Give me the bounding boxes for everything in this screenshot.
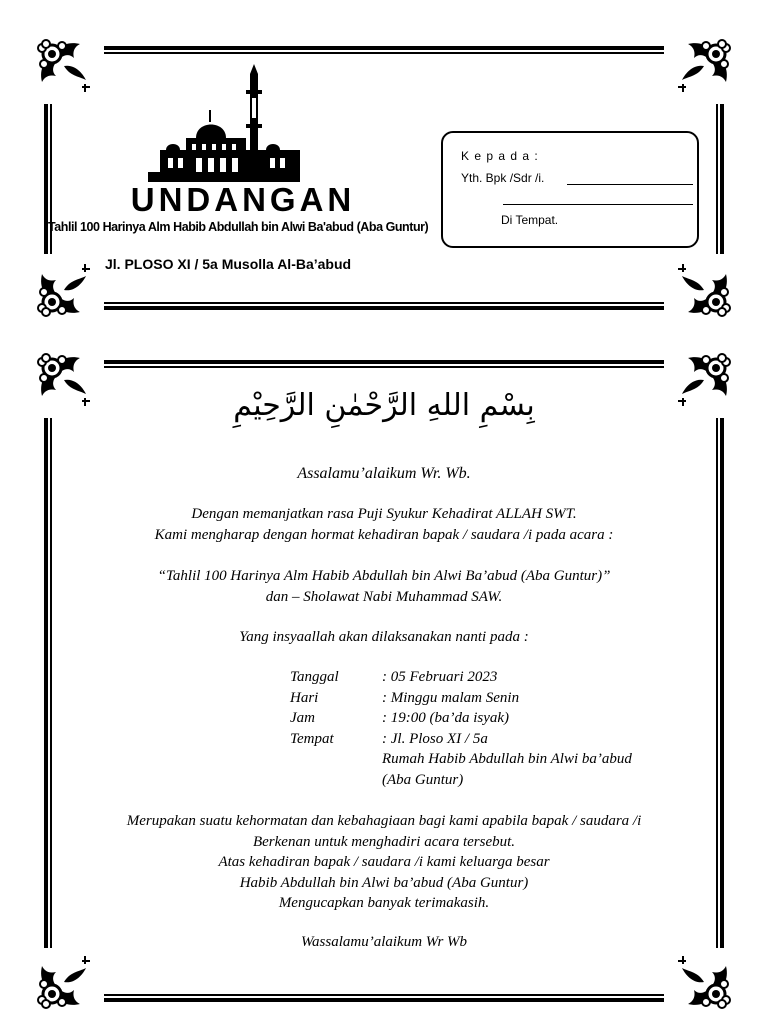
detail-tempat-value: : Jl. Ploso XI / 5a (382, 731, 488, 747)
detail-tempat-value-3: (Aba Guntur) (382, 772, 464, 788)
frame-top-inner-line (104, 52, 664, 54)
letter-frame-top-inner-line (104, 366, 664, 368)
greeting: Assalamu’alaikum Wr. Wb. (297, 465, 471, 482)
detail-hari-value: : Minggu malam Senin (382, 690, 520, 706)
closing-line-3: Atas kehadiran bapak / saudara /i kami keluarga besar (218, 854, 550, 870)
event-address: Jl. PLOSO XI / 5a Musolla Al-Ba’abud (105, 256, 352, 272)
recipient-name-line[interactable] (567, 184, 693, 185)
closing-line-2: Berkenan untuk menghadiri acara tersebut. (252, 834, 516, 850)
detail-tempat-label: Tempat (290, 731, 334, 747)
page-title: UNDANGAN (130, 181, 356, 218)
farewell: Wassalamu’alaikum Wr Wb (300, 934, 468, 950)
frame-right-inner-line (716, 104, 718, 254)
recipient-box (441, 131, 699, 248)
recipient-kepada-label: K e p a d a : (461, 149, 539, 163)
corner-flower-icon (678, 956, 734, 1012)
frame-bottom-inner-line (104, 302, 664, 304)
frame-top-line (104, 46, 664, 50)
intro-line-2: Kami mengharap dengan hormat kehadiran bapak / saudara /i pada acara : (154, 527, 614, 543)
intro-line-1: Dengan memanjatkan rasa Puji Syukur Kehadirat ALLAH SWT. (191, 506, 577, 522)
recipient-di-tempat: Di Tempat. (501, 213, 559, 227)
recipient-address-line[interactable] (503, 204, 693, 205)
mosque-icon (146, 64, 302, 186)
frame-bottom-line (104, 306, 664, 310)
basmala-calligraphy: بِسْمِ اللهِ الرَّحْمٰنِ الرَّحِيْمِ (233, 388, 535, 423)
detail-jam-value: : 19:00 (ba’da isyak) (382, 710, 510, 726)
corner-flower-icon (34, 264, 90, 320)
letter-frame-bottom-inner-line (104, 994, 664, 996)
detail-tanggal-label: Tanggal (290, 669, 339, 685)
detail-jam-label: Jam (290, 710, 315, 726)
letter-frame-top-line (104, 360, 664, 364)
corner-flower-icon (34, 956, 90, 1012)
event-subtitle: Tahlil 100 Harinya Alm Habib Abdullah bin Alwi Ba'abud (Aba Guntur) (48, 220, 429, 234)
schedule-intro: Yang insyaallah akan dilaksanakan nanti pada : (239, 629, 529, 645)
closing-line-1: Merupakan suatu kehormatan dan kebahagiaan bagi kami apabila bapak / saudara /i (126, 813, 642, 829)
detail-tempat-value-2: Rumah Habib Abdullah bin Alwi ba’abud (382, 751, 632, 767)
closing-line-5: Mengucapkan banyak terimakasih. (278, 895, 490, 911)
letter-frame-bottom-line (104, 998, 664, 1002)
frame-right-line (720, 104, 724, 254)
closing-line-4: Habib Abdullah bin Alwi ba’abud (Aba Guntur) (239, 875, 529, 891)
corner-flower-icon (678, 264, 734, 320)
detail-tanggal-value: : 05 Februari 2023 (382, 669, 498, 685)
recipient-yth-label: Yth. Bpk /Sdr /i. (461, 171, 545, 185)
event-line-1: “Tahlil 100 Harinya Alm Habib Abdullah bin Alwi Ba’abud (Aba Guntur)” (157, 568, 611, 584)
corner-flower-icon (34, 36, 90, 92)
corner-flower-icon (678, 36, 734, 92)
detail-hari-label: Hari (290, 690, 319, 706)
event-line-2: dan – Sholawat Nabi Muhammad SAW. (265, 589, 503, 605)
